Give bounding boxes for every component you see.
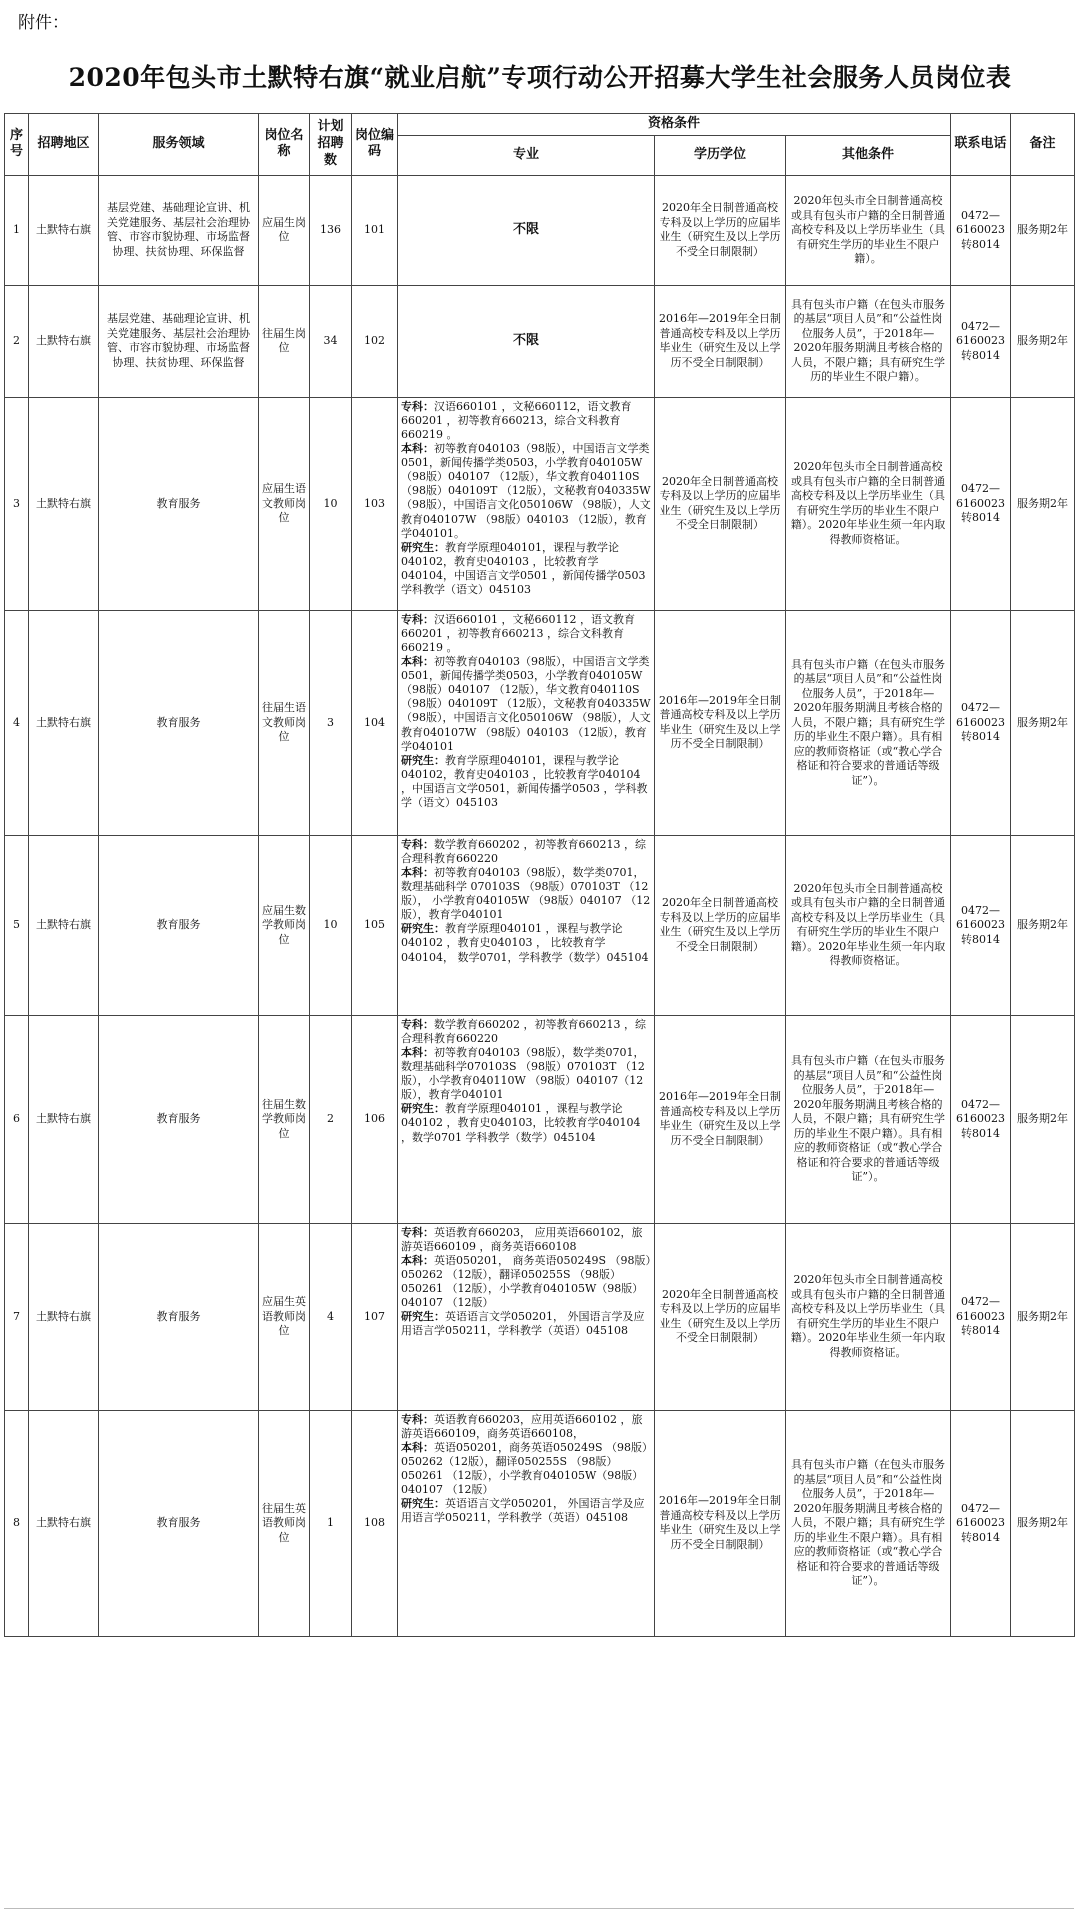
header-phone: 联系电话 xyxy=(951,114,1011,176)
cell-region: 土默特右旗 xyxy=(29,1410,99,1636)
cell-post: 往届生语文教师岗位 xyxy=(259,610,310,835)
cell-plan: 1 xyxy=(310,1410,352,1636)
cell-phone: 0472—6160023转8014 xyxy=(951,1223,1011,1410)
major-text: 教育学原理040101，课程与教学论040102，教育史040103 ，比较教育学040104，中国语言文学0501 ，新闻传播学0503 学科教学（语文）045103 xyxy=(401,540,646,596)
major-segment xyxy=(401,1046,651,1102)
cell-field: 教育服务 xyxy=(99,610,259,835)
cell-major xyxy=(398,1015,655,1223)
cell-seq: 7 xyxy=(5,1223,29,1410)
cell-major xyxy=(398,835,655,1015)
major-text: 数学教育660202 ，初等教育660213 ，综合理科教育660220 xyxy=(401,837,646,865)
cell-other: 具有包头市户籍（在包头市服务的基层“项目人员”和“公益性岗位服务人员”，于2018年—2020年服务期满且考核合格的人员，不限户籍；具有研究生学历的毕业生不限户籍）。具有相应的教师资格证（或“教心学合格证和符合要求的普通话等级证”）。 xyxy=(786,1015,951,1223)
cell-post: 应届生英语教师岗位 xyxy=(259,1223,310,1410)
major-level-label: 研究生： xyxy=(401,922,445,936)
header-seq: 序号 xyxy=(5,114,29,176)
cell-plan: 2 xyxy=(310,1015,352,1223)
major-segment xyxy=(401,838,651,866)
major-text: 英语语言文学050201， 外国语言学及应用语言学050211，学科教学（英语）045108 xyxy=(401,1497,645,1525)
cell-major xyxy=(398,1223,655,1410)
header-remark: 备注 xyxy=(1011,114,1075,176)
table-row xyxy=(5,1223,1075,1410)
cell-seq: 6 xyxy=(5,1015,29,1223)
cell-field: 教育服务 xyxy=(99,835,259,1015)
cell-major xyxy=(398,397,655,610)
cell-field: 教育服务 xyxy=(99,1015,259,1223)
major-level-label: 专科： xyxy=(401,1225,434,1239)
major-level-label: 专科： xyxy=(401,399,434,413)
major-level-label: 专科： xyxy=(401,837,434,851)
page-title: 2020年包头市土默特右旗“就业启航”专项行动公开招募大学生社会服务人员岗位表 xyxy=(68,63,1012,92)
cell-code: 106 xyxy=(352,1015,398,1223)
major-level-label: 专科： xyxy=(401,1412,434,1426)
major-level-label: 研究生： xyxy=(401,753,445,767)
major-segment xyxy=(401,754,651,810)
cell-degree: 2016年—2019年全日制普通高校专科及以上学历毕业生（研究生及以上学历不受全日制限制） xyxy=(655,1410,786,1636)
major-level-label: 本科： xyxy=(401,655,434,669)
header-field: 服务领域 xyxy=(99,114,259,176)
major-text: 不限 xyxy=(512,221,539,237)
major-segment xyxy=(401,1310,651,1338)
table-row xyxy=(5,285,1075,397)
cell-other: 2020年包头市全日制普通高校或具有包头市户籍的全日制普通高校专科及以上学历毕业生（具有研究生学历的毕业生不限户籍）。 xyxy=(786,175,951,285)
major-text: 教育学原理040101 ，课程与教学论040102 ，教育史040103，比较教育学040104 ，数学0701 学科教学（数学）045104 xyxy=(401,1102,641,1144)
cell-degree: 2016年—2019年全日制普通高校专科及以上学历毕业生（研究生及以上学历不受全日制限制） xyxy=(655,285,786,397)
recruitment-table xyxy=(4,113,1075,1637)
cell-code: 104 xyxy=(352,610,398,835)
cell-post: 应届生数学教师岗位 xyxy=(259,835,310,1015)
cell-field: 教育服务 xyxy=(99,1410,259,1636)
cell-phone: 0472—6160023转8014 xyxy=(951,1410,1011,1636)
cell-other: 2020年包头市全日制普通高校或具有包头市户籍的全日制普通高校专科及以上学历毕业生（具有研究生学历的毕业生不限户籍）。2020年毕业生须一年内取得教师资格证。 xyxy=(786,397,951,610)
cell-region: 土默特右旗 xyxy=(29,835,99,1015)
cell-phone: 0472—6160023转8014 xyxy=(951,397,1011,610)
major-level-label: 研究生： xyxy=(401,1310,445,1324)
cell-code: 107 xyxy=(352,1223,398,1410)
cell-code: 105 xyxy=(352,835,398,1015)
major-segment xyxy=(401,1254,651,1310)
major-segment xyxy=(401,1226,651,1254)
cell-phone: 0472—6160023转8014 xyxy=(951,610,1011,835)
major-segment xyxy=(401,613,651,655)
cell-remark: 服务期2年 xyxy=(1011,397,1075,610)
cell-code: 108 xyxy=(352,1410,398,1636)
cell-plan: 34 xyxy=(310,285,352,397)
cell-major xyxy=(398,1410,655,1636)
cell-other: 2020年包头市全日制普通高校或具有包头市户籍的全日制普通高校专科及以上学历毕业生（具有研究生学历的毕业生不限户籍）。2020年毕业生须一年内取得教师资格证。 xyxy=(786,835,951,1015)
cell-degree: 2020年全日制普通高校专科及以上学历的应届毕业生（研究生及以上学历不受全日制限制） xyxy=(655,397,786,610)
header-post: 岗位名称 xyxy=(259,114,310,176)
cell-plan: 10 xyxy=(310,397,352,610)
cell-other: 2020年包头市全日制普通高校或具有包头市户籍的全日制普通高校专科及以上学历毕业生（具有研究生学历的毕业生不限户籍）。2020年毕业生须一年内取得教师资格证。 xyxy=(786,1223,951,1410)
major-segment xyxy=(401,1018,651,1046)
cell-region: 土默特右旗 xyxy=(29,175,99,285)
major-segment xyxy=(401,400,651,442)
cell-plan: 4 xyxy=(310,1223,352,1410)
major-segment xyxy=(513,222,539,237)
cell-code: 101 xyxy=(352,175,398,285)
cell-remark: 服务期2年 xyxy=(1011,610,1075,835)
cell-field: 教育服务 xyxy=(99,1223,259,1410)
major-text: 初等教育040103（98版），中国语言文学类0501，新闻传播学类0503，小学教育040105W （98版）040107 （12版），华文教育040110S （98版）040109T （12版），文秘教育040335W （98版），中国语言文化050106W （98版），人文教育040107W （98版）040103 （12版），教育学040101。 xyxy=(401,442,651,540)
cell-code: 103 xyxy=(352,397,398,610)
cell-other: 具有包头市户籍（在包头市服务的基层“项目人员”和“公益性岗位服务人员”，于2018年—2020年服务期满且考核合格的人员，不限户籍；具有研究生学历的毕业生不限户籍）。 xyxy=(786,285,951,397)
major-segment xyxy=(401,1497,651,1525)
cell-remark: 服务期2年 xyxy=(1011,1223,1075,1410)
cell-other: 具有包头市户籍（在包头市服务的基层“项目人员”和“公益性岗位服务人员”，于2018年—2020年服务期满且考核合格的人员，不限户籍；具有研究生学历的毕业生不限户籍）。具有相应的教师资格证（或“教心学合格证和符合要求的普通话等级证”）。 xyxy=(786,610,951,835)
cell-field: 基层党建、基础理论宣讲、机关党建服务、基层社会治理协管、市容市貌协理、市场监督协理、扶贫协理、环保监督 xyxy=(99,175,259,285)
header-other: 其他条件 xyxy=(786,135,951,175)
major-level-label: 本科： xyxy=(401,866,434,880)
header-plan: 计划招聘数 xyxy=(310,114,352,176)
table-row xyxy=(5,175,1075,285)
major-segment xyxy=(401,442,651,541)
major-text: 初等教育040103（98版），中国语言文学类0501，新闻传播学类0503，小学教育040105W （98版）040107 （12版），华文教育040110S （98版）040109T （12版），文秘教育040335W （98版），中国语言文化050106W （98版），人文教育040107W （98版）040103 （12版），教育学040101 xyxy=(401,655,651,753)
cell-degree: 2020年全日制普通高校专科及以上学历的应届毕业生（研究生及以上学历不受全日制限制） xyxy=(655,835,786,1015)
major-level-label: 研究生： xyxy=(401,540,445,554)
major-segment xyxy=(401,1413,651,1441)
bottom-divider xyxy=(4,1908,1074,1909)
cell-seq: 1 xyxy=(5,175,29,285)
major-segment xyxy=(401,922,651,964)
cell-plan: 136 xyxy=(310,175,352,285)
cell-field: 基层党建、基础理论宣讲、机关党建服务、基层社会治理协管、市容市貌协理、市场监督协理、扶贫协理、环保监督 xyxy=(99,285,259,397)
table-row xyxy=(5,610,1075,835)
cell-phone: 0472—6160023转8014 xyxy=(951,285,1011,397)
major-text: 英语语言文学050201， 外国语言学及应用语言学050211，学科教学（英语）045108 xyxy=(401,1310,645,1338)
header-region: 招聘地区 xyxy=(29,114,99,176)
cell-remark: 服务期2年 xyxy=(1011,1015,1075,1223)
major-level-label: 本科： xyxy=(401,1254,434,1268)
cell-phone: 0472—6160023转8014 xyxy=(951,835,1011,1015)
cell-region: 土默特右旗 xyxy=(29,1015,99,1223)
cell-remark: 服务期2年 xyxy=(1011,1410,1075,1636)
cell-field: 教育服务 xyxy=(99,397,259,610)
cell-post: 应届生语文教师岗位 xyxy=(259,397,310,610)
major-level-label: 专科： xyxy=(401,1017,434,1031)
major-text: 不限 xyxy=(512,332,539,348)
cell-remark: 服务期2年 xyxy=(1011,175,1075,285)
major-text: 英语050201， 商务英语050249S （98版）050262 （12版），翻译050255S （98版）050261 （12版），小学教育040105W（98版）040107 （12版） xyxy=(401,1254,652,1310)
cell-plan: 10 xyxy=(310,835,352,1015)
major-text: 教育学原理040101 ，课程与教学论040102 ，教育史040103 ， 比较教育学040104， 数学0701，学科教学（数学）045104 xyxy=(401,922,649,964)
cell-region: 土默特右旗 xyxy=(29,610,99,835)
cell-seq: 2 xyxy=(5,285,29,397)
cell-region: 土默特右旗 xyxy=(29,397,99,610)
cell-code: 102 xyxy=(352,285,398,397)
major-level-label: 本科： xyxy=(401,442,434,456)
header-code: 岗位编码 xyxy=(352,114,398,176)
cell-remark: 服务期2年 xyxy=(1011,835,1075,1015)
major-level-label: 本科： xyxy=(401,1441,434,1455)
major-text: 数学教育660202 ，初等教育660213 ，综合理科教育660220 xyxy=(401,1017,646,1045)
major-level-label: 研究生： xyxy=(401,1497,445,1511)
cell-post: 往届生英语教师岗位 xyxy=(259,1410,310,1636)
cell-region: 土默特右旗 xyxy=(29,1223,99,1410)
table-row xyxy=(5,835,1075,1015)
major-level-label: 本科： xyxy=(401,1046,434,1060)
major-level-label: 研究生： xyxy=(401,1102,445,1116)
cell-major xyxy=(398,285,655,397)
cell-seq: 4 xyxy=(5,610,29,835)
major-text: 汉语660101 ，文秘660112 ，语文教育660201 ，初等教育660213 ，综合文科教育660219 。 xyxy=(401,612,635,655)
major-text: 汉语660101 ，文秘660112，语文教育660201 ，初等教育660213，综合文科教育660219 。 xyxy=(401,399,632,442)
cell-plan: 3 xyxy=(310,610,352,835)
table-row xyxy=(5,1015,1075,1223)
attachment-label: 附件： xyxy=(18,13,69,33)
cell-post: 应届生岗位 xyxy=(259,175,310,285)
major-text: 初等教育040103（98版），数学类0701，数理基础科学070103S （98版）070103T （12版），小学教育040110W （98版）040107（12版），教育学040101 xyxy=(401,1046,645,1102)
cell-post: 往届生数学教师岗位 xyxy=(259,1015,310,1223)
major-segment xyxy=(401,541,651,597)
cell-region: 土默特右旗 xyxy=(29,285,99,397)
major-segment xyxy=(401,1102,651,1144)
cell-seq: 5 xyxy=(5,835,29,1015)
cell-degree: 2020年全日制普通高校专科及以上学历的应届毕业生（研究生及以上学历不受全日制限制） xyxy=(655,175,786,285)
cell-degree: 2016年—2019年全日制普通高校专科及以上学历毕业生（研究生及以上学历不受全日制限制） xyxy=(655,610,786,835)
cell-phone: 0472—6160023转8014 xyxy=(951,1015,1011,1223)
cell-major xyxy=(398,175,655,285)
major-text: 英语教育660203，应用英语660102 ，旅游英语660109，商务英语660108， xyxy=(401,1412,643,1440)
major-text: 初等教育040103（98版），数学类0701， 数理基础科学 070103S （98版）070103T （12版）， 小学教育040105W （98版）040107 （12版），教育学040101 xyxy=(401,866,651,922)
table-row xyxy=(5,397,1075,610)
cell-major xyxy=(398,610,655,835)
header-major: 专业 xyxy=(398,135,655,175)
major-segment xyxy=(513,333,539,348)
cell-other: 具有包头市户籍（在包头市服务的基层“项目人员”和“公益性岗位服务人员”，于2018年—2020年服务期满且考核合格的人员，不限户籍；具有研究生学历的毕业生不限户籍）。具有相应的教师资格证（或“教心学合格证和符合要求的普通话等级证”）。 xyxy=(786,1410,951,1636)
major-text: 英语050201，商务英语050249S （98版）050262（12版），翻译050255S （98版）050261 （12版），小学教育040105W（98版）040107 （12版） xyxy=(401,1441,648,1497)
major-text: 英语教育660203， 应用英语660102，旅游英语660109 ，商务英语660108 xyxy=(401,1225,643,1253)
cell-degree: 2020年全日制普通高校专科及以上学历的应届毕业生（研究生及以上学历不受全日制限制） xyxy=(655,1223,786,1410)
table-row xyxy=(5,1410,1075,1636)
major-segment xyxy=(401,655,651,754)
cell-remark: 服务期2年 xyxy=(1011,285,1075,397)
header-qualification: 资格条件 xyxy=(398,114,951,136)
table-body xyxy=(5,175,1075,1636)
cell-phone: 0472—6160023转8014 xyxy=(951,175,1011,285)
major-segment xyxy=(401,1441,651,1497)
cell-seq: 8 xyxy=(5,1410,29,1636)
major-segment xyxy=(401,866,651,922)
cell-seq: 3 xyxy=(5,397,29,610)
cell-degree: 2016年—2019年全日制普通高校专科及以上学历毕业生（研究生及以上学历不受全日制限制） xyxy=(655,1015,786,1223)
major-level-label: 专科： xyxy=(401,612,434,626)
header-degree: 学历学位 xyxy=(655,135,786,175)
cell-post: 往届生岗位 xyxy=(259,285,310,397)
major-text: 教育学原理040101，课程与教学论040102，教育史040103 ，比较教育学040104 ，中国语言文学0501，新闻传播学0503 ，学科教学（语文）045103 xyxy=(401,753,648,809)
